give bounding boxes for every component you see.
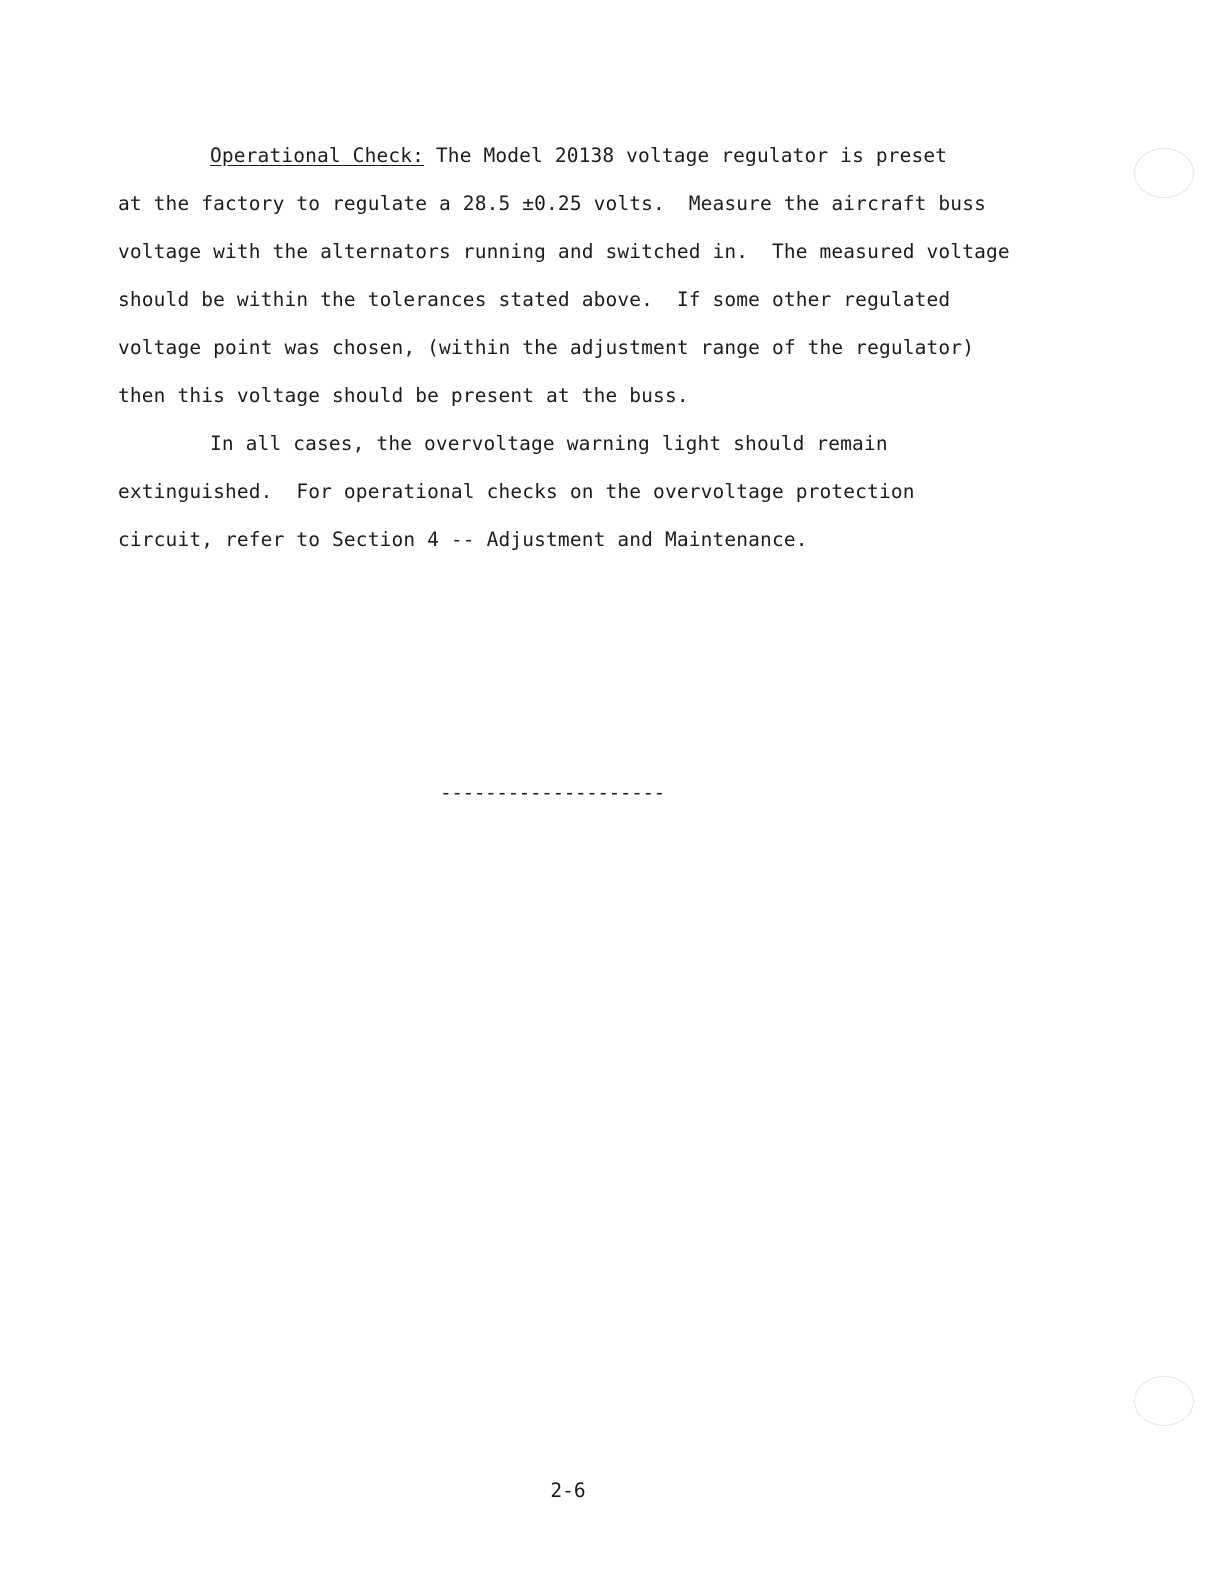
- paragraph-1-line-1: [118, 132, 1018, 180]
- paragraph-1-line-2: at the factory to regulate a 28.5 ±0.25 volts. Measure the aircraft buss: [118, 192, 986, 215]
- paragraph-1-line-6: then this voltage should be present at the buss.: [118, 384, 689, 407]
- section-heading: Operational Check:: [210, 144, 425, 167]
- punch-hole-top: [1134, 148, 1194, 198]
- punch-hole-bottom: [1134, 1376, 1194, 1426]
- paragraph-2-line-3: circuit, refer to Section 4 -- Adjustment and Maintenance.: [118, 528, 808, 551]
- paragraph-1-line-3: voltage with the alternators running and switched in. The measured voltage: [118, 240, 1010, 263]
- paragraph-1-line-1-text: The Model 20138 voltage regulator is preset: [424, 144, 948, 167]
- page-number: 2-6: [550, 1479, 586, 1502]
- paragraph-2-line-2: extinguished. For operational checks on the overvoltage protection: [118, 480, 915, 503]
- paragraph-1-line-5: voltage point was chosen, (within the adjustment range of the regulator): [118, 336, 975, 359]
- paragraph-1-line-4: should be within the tolerances stated above. If some other regulated: [118, 288, 951, 311]
- paragraph-2-line-1: In all cases, the overvoltage warning light should remain: [210, 432, 888, 455]
- body-text: [118, 132, 1018, 564]
- separator-line: --------------------: [440, 781, 665, 804]
